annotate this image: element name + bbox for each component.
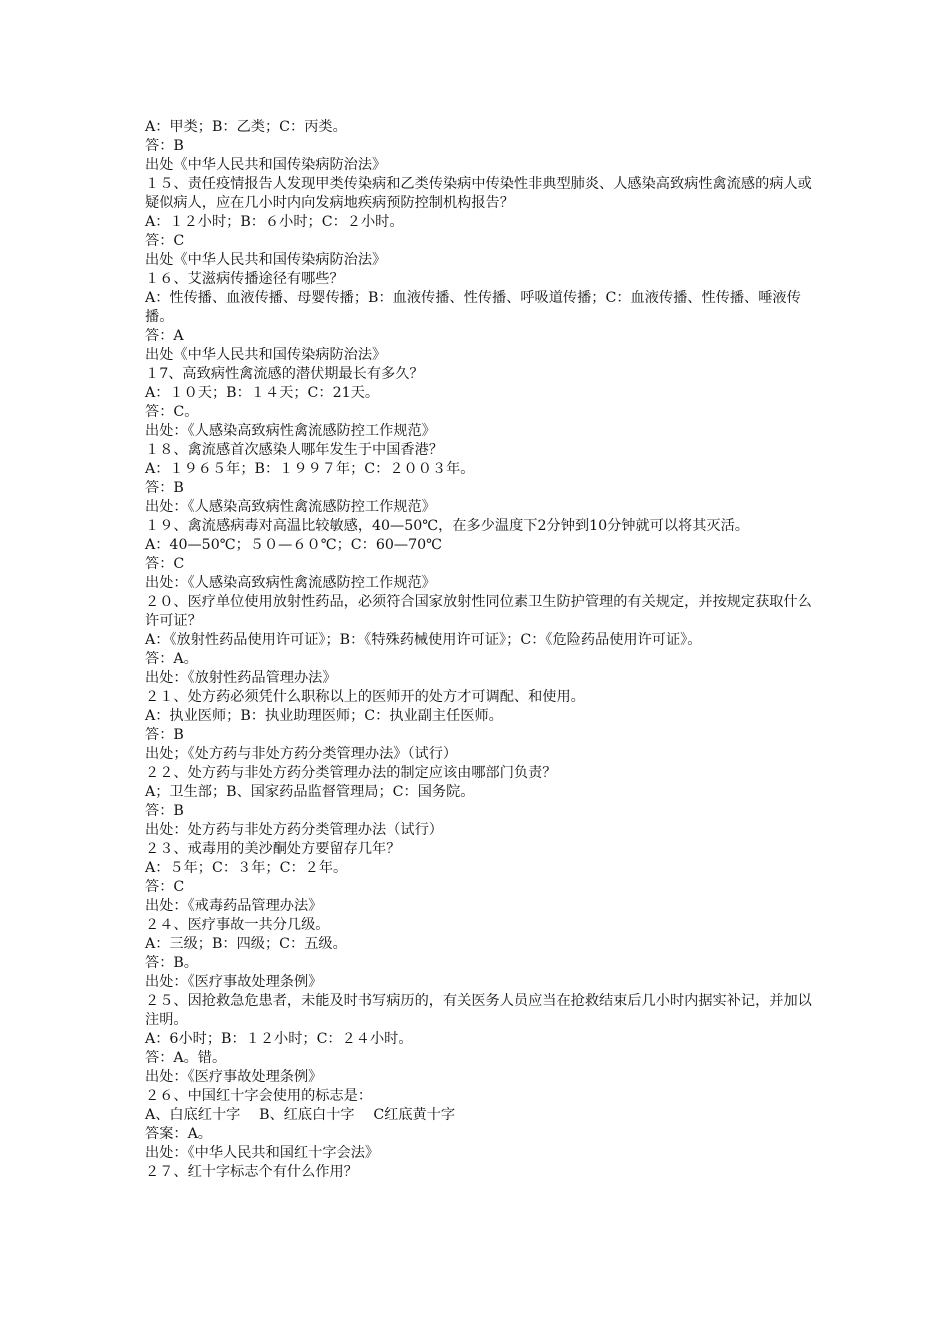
answer-line: 答：B。 [145,955,198,971]
options-line: A：《放射性药品使用许可证》；B：《特殊药械使用许可证》；C：《危险药品使用许可证》。 [145,632,702,648]
source-line: 出处：《人感染高致病性禽流感防控工作规范》 [145,575,436,591]
source-line: 出处：《戒毒药品管理办法》 [145,898,323,914]
source-line: 出处；《处方药与非处方药分类管理办法》（试行） [145,746,458,762]
question-20: ２０、医疗单位使用放射性药品，必须符合国家放射性同位素卫生防护管理的有关规定，并按规定获取什么许可证？ [145,594,812,629]
question-24: ２４、医疗事故一共分几级。 [145,917,330,933]
source-line: 出处《中华人民共和国传染病防治法》 [145,347,387,363]
question-17: １7、高致病性禽流感的潜伏期最长有多久？ [145,366,424,382]
answer-line: 答：A。错。 [145,1050,227,1066]
source-line: 出处：处方药与非处方药分类管理办法（试行） [145,822,443,838]
source-line: 出处：《放射性药品管理办法》 [145,670,337,686]
text-line: A：甲类；B：乙类；C：丙类。 [145,119,347,135]
answer-line: 答：B [145,727,184,743]
options-line: A、白底红十字 B、红底白十字 C红底黄十字 [145,1107,456,1123]
source-line: 出处：《中华人民共和国红十字会法》 [145,1145,380,1161]
source-line: 出处《中华人民共和国传染病防治法》 [145,157,387,173]
answer-line: 答案：A。 [145,1126,212,1142]
answer-line: 答：C [145,879,185,895]
question-18: １８、禽流感首次感染人哪年发生于中国香港？ [145,442,443,458]
source-line: 出处：《人感染高致病性禽流感防控工作规范》 [145,423,436,439]
options-line: A：１９６５年；B：１９９７年；C：２００３年。 [145,461,475,477]
question-23: ２３、戒毒用的美沙酮处方要留存几年？ [145,841,401,857]
source-line: 出处《中华人民共和国传染病防治法》 [145,252,387,268]
options-line: A；卫生部；B、国家药品监督管理局；C：国务院。 [145,784,475,800]
question-26: ２６、中国红十字会使用的标志是： [145,1088,373,1104]
question-16: １６、艾滋病传播途径有哪些？ [145,271,344,287]
options-line: A：执业医师；B：执业助理医师；C：执业副主任医师。 [145,708,503,724]
question-27: ２７、红十字标志个有什么作用？ [145,1164,358,1180]
question-19: １９、禽流感病毒对高温比较敏感，40—50℃，在多少温度下2分钟到10分钟就可以将其灭活。 [145,518,749,534]
question-21: ２１、处方药必须凭什么职称以上的医师开的处方才可调配、和使用。 [145,689,585,705]
document-body [145,118,815,1182]
answer-line: 答：C [145,556,185,572]
answer-line: 答：A [145,328,184,344]
answer-line: 答：B [145,138,184,154]
question-22: ２２、处方药与非处方药分类管理办法的制定应该由哪部门负责？ [145,765,557,781]
answer-line: 答：A。 [145,651,198,667]
answer-line: 答：C [145,233,185,249]
answer-line: 答：B [145,480,184,496]
options-line: A：１０天；B：１４天；C：21天。 [145,385,380,401]
question-15: １５、责任疫情报告人发现甲类传染病和乙类传染病中传染性非典型肺炎、人感染高致病性禽流感的病人或疑似病人，应在几小时内向发病地疾病预防控制机构报告？ [145,176,812,211]
options-line: A：三级；B：四级；C：五级。 [145,936,347,952]
source-line: 出处：《医疗事故处理条例》 [145,974,323,990]
options-line: A：40—50℃；５０—６０℃；C：60—70℃ [145,537,442,553]
source-line: 出处：《医疗事故处理条例》 [145,1069,323,1085]
question-25: ２５、因抢救急危患者，未能及时书写病历的，有关医务人员应当在抢救结束后几小时内据实补记，并加以注明。 [145,993,812,1028]
options-line: A：6小时；B：１２小时；C：２４小时。 [145,1031,413,1047]
source-line: 出处：《人感染高致病性禽流感防控工作规范》 [145,499,436,515]
answer-line: 答：B [145,803,184,819]
options-line: A：１２小时；B：６小时；C：２小时。 [145,214,404,230]
options-line: A：性传播、血液传播、母婴传播；B：血液传播、性传播、呼吸道传播；C：血液传播、性传播、唾液传播。 [145,290,801,325]
options-line: A：５年；C：３年；C：２年。 [145,860,348,876]
answer-line: 答：C。 [145,404,199,420]
